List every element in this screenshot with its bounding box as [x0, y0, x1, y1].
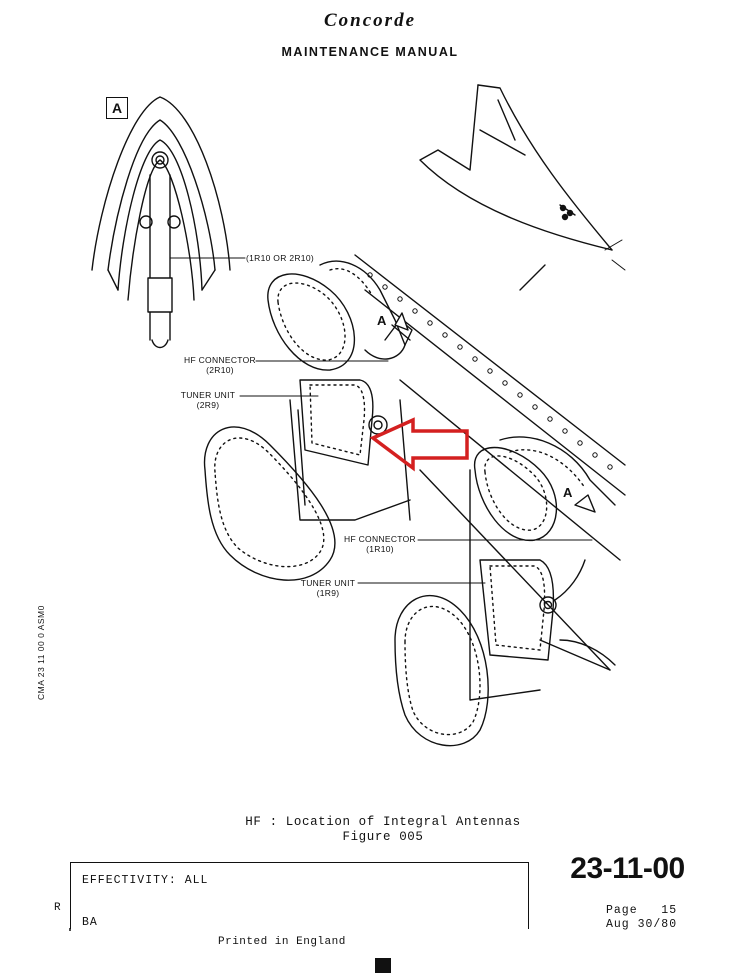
upper-access-panel	[268, 261, 412, 520]
revision-date: Aug 30/80	[606, 918, 678, 931]
label-tuner-unit-lower: TUNER UNIT	[300, 578, 356, 588]
tail-fin-sketch	[420, 85, 625, 290]
callout-a-lower: A	[563, 485, 573, 500]
effectivity-box	[70, 862, 529, 929]
revision-mark: R	[54, 902, 62, 914]
figure-caption-title: HF : Location of Integral Antennas	[245, 815, 521, 829]
brand-logo: Concorde	[324, 10, 416, 31]
label-hf-connector-lower-ref: (1R10)	[366, 544, 394, 554]
side-document-code: CMA 23 11 00 0 ASM0	[36, 605, 46, 700]
lower-access-panel	[470, 437, 615, 700]
lower-detached-cover	[395, 596, 488, 746]
detail-a-marker: A	[106, 97, 128, 119]
registration-mark	[375, 958, 391, 973]
rivet-row	[368, 273, 612, 469]
label-detail-a-part: (1R10 OR 2R10)	[246, 253, 314, 263]
label-tuner-unit-upper-ref: (2R9)	[196, 400, 220, 410]
callout-a-upper: A	[377, 313, 387, 328]
figure-caption-number: Figure 005	[342, 830, 424, 844]
detail-a-view	[92, 97, 245, 348]
operator-code: BA	[82, 916, 98, 929]
label-hf-connector-lower: HF CONNECTOR	[344, 534, 416, 544]
label-tuner-unit-lower-ref: (1R9)	[316, 588, 340, 598]
printed-note: Printed in England	[218, 936, 346, 948]
upper-detached-cover	[205, 427, 335, 580]
effectivity-text: EFFECTIVITY: ALL	[82, 874, 209, 887]
fin-skin-structure	[355, 255, 625, 670]
label-tuner-unit-upper: TUNER UNIT	[180, 390, 236, 400]
page-number: Page 15	[606, 904, 678, 917]
label-hf-connector-upper-ref: (2R10)	[206, 365, 234, 375]
label-hf-connector-upper: HF CONNECTOR	[184, 355, 256, 365]
document-number: 23-11-00	[570, 852, 685, 885]
manual-title: MAINTENANCE MANUAL	[281, 45, 459, 59]
